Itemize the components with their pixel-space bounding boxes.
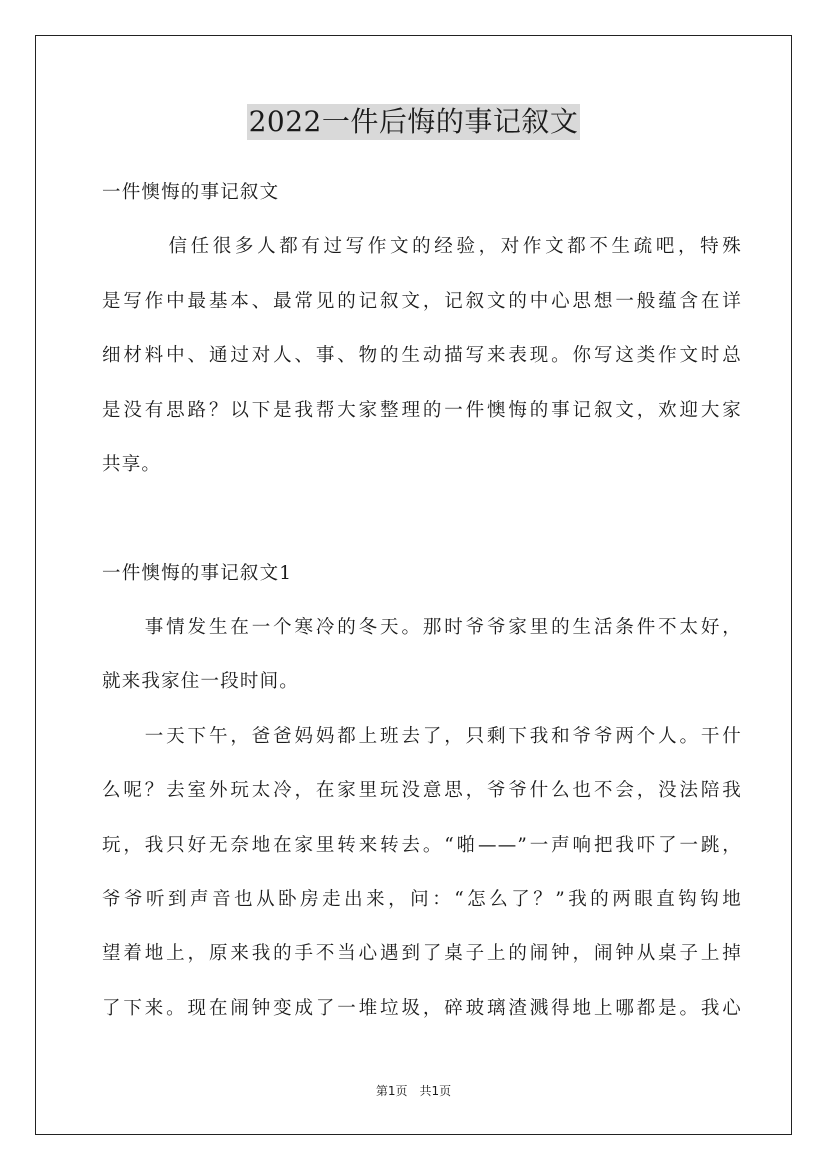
paragraph-line: 是没有思路？以下是我帮大家整理的一件懊悔的事记叙文，欢迎大家: [102, 400, 742, 421]
document-title: 2022一件后悔的事记叙文: [248, 105, 579, 138]
section-heading: 一件懊悔的事记叙文1: [102, 563, 293, 584]
paragraph-line: 就来我家住一段时间。: [102, 671, 300, 692]
paragraph-line: 信任很多人都有过写作文的经验，对作文都不生疏吧，特殊: [102, 236, 742, 257]
paragraph-line: 了下来。现在闹钟变成了一堆垃圾，碎玻璃渣溅得地上哪都是。我心: [102, 998, 742, 1019]
paragraph-line: 是写作中最基本、最常见的记叙文，记叙文的中心思想一般蕴含在详: [102, 291, 742, 312]
section-heading: 一件懊悔的事记叙文: [102, 182, 280, 203]
paragraph-line: 爷爷听到声音也从卧房走出来，问：“怎么了？”我的两眼直钩钩地: [102, 889, 742, 910]
paragraph-line: 玩，我只好无奈地在家里转来转去。“啪——”一声响把我吓了一跳，: [102, 835, 742, 856]
paragraph-line: 共享。: [102, 454, 162, 475]
title-container: [0, 104, 827, 140]
page-footer: 第1页 共1页: [375, 1084, 452, 1098]
paragraph-line: 么呢？去室外玩太冷，在家里玩没意思，爷爷什么也不会，没法陪我: [102, 780, 742, 801]
paragraph-line: 一天下午，爸爸妈妈都上班去了，只剩下我和爷爷两个人。干什: [102, 726, 742, 747]
paragraph-line: 事情发生在一个寒冷的冬天。那时爷爷家里的生活条件不太好，: [102, 617, 742, 638]
paragraph-line: 细材料中、通过对人、事、物的生动描写来表现。你写这类作文时总: [102, 345, 742, 366]
paragraph-line: 望着地上，原来我的手不当心遇到了桌子上的闹钟，闹钟从桌子上掉: [102, 943, 742, 964]
